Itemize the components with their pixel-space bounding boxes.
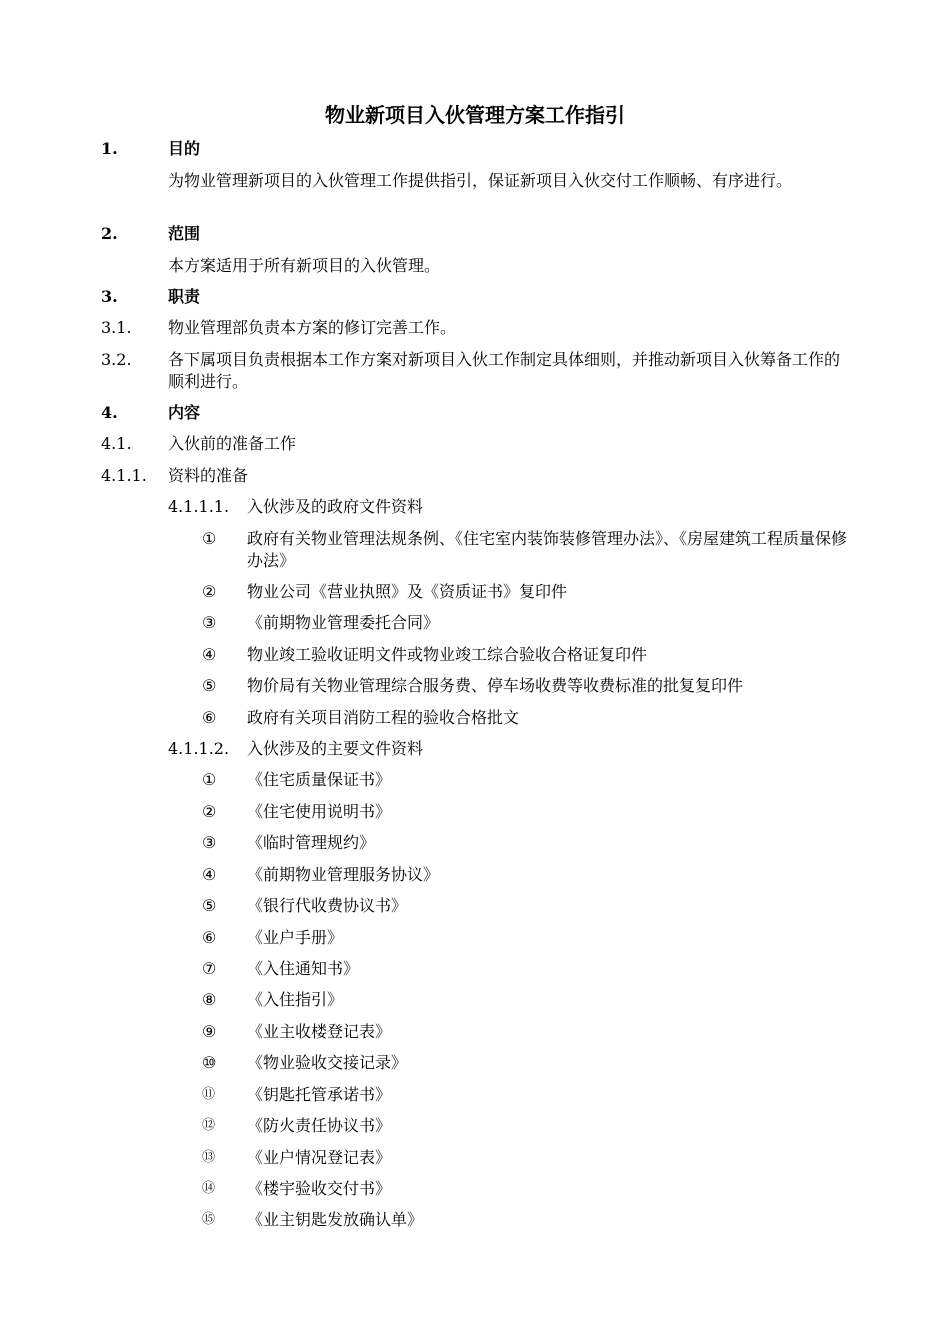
section-number: 2.	[101, 224, 118, 243]
clause-number: 4.1.1.1.	[168, 497, 230, 516]
list-marker: ⑧	[202, 990, 217, 1009]
section-number: 3.	[101, 287, 118, 306]
clause-text: 入伙涉及的主要文件资料	[247, 739, 424, 758]
clause-text: 资料的准备	[168, 466, 249, 485]
list-item-text: 《业户情况登记表》	[247, 1148, 392, 1167]
clause-text: 入伙前的准备工作	[168, 434, 297, 453]
list-item-text: 政府有关物业管理法规条例、《住宅室内装饰装修管理办法》、《房屋建筑工程质量保修办法》	[247, 529, 848, 570]
list-item-text: 《入住指引》	[247, 990, 344, 1009]
list-marker: ⑨	[202, 1022, 217, 1041]
clause-number: 4.1.1.2.	[168, 739, 230, 758]
list-item-text: 物业公司《营业执照》及《资质证书》复印件	[247, 582, 568, 601]
list-marker: ⑬	[202, 1150, 216, 1165]
section-number: 4.	[101, 403, 118, 422]
list-item-text: 《银行代收费协议书》	[247, 896, 408, 915]
clause-text: 各下属项目负责根据本工作方案对新项目入伙工作制定具体细则，并推动新项目入伙筹备工作的顺利进行。	[168, 350, 841, 391]
section-title: 职责	[168, 287, 201, 306]
list-item-text: 《临时管理规约》	[247, 833, 376, 852]
document-title: 物业新项目入伙管理方案工作指引	[325, 103, 625, 127]
list-marker: ⑥	[202, 708, 217, 727]
list-item-text: 《业主钥匙发放确认单》	[247, 1210, 424, 1229]
list-item-text: 《钥匙托管承诺书》	[247, 1085, 392, 1104]
list-marker: ⑤	[202, 896, 217, 915]
section-title: 范围	[168, 224, 201, 243]
clause-number: 4.1.1.	[101, 466, 147, 485]
list-marker: ④	[202, 645, 217, 664]
paragraph-text: 本方案适用于所有新项目的入伙管理。	[168, 256, 441, 275]
clause-number: 3.1.	[101, 318, 132, 337]
list-marker: ⑭	[202, 1181, 216, 1196]
list-item-text: 《物业验收交接记录》	[247, 1053, 408, 1072]
list-marker: ⑮	[202, 1212, 216, 1227]
clause-text: 物业管理部负责本方案的修订完善工作。	[168, 318, 457, 337]
list-item-text: 《住宅使用说明书》	[247, 802, 392, 821]
list-item-text: 《住宅质量保证书》	[247, 770, 392, 789]
list-marker: ⑩	[202, 1053, 217, 1072]
clause-text: 入伙涉及的政府文件资料	[247, 497, 424, 516]
list-marker: ③	[202, 613, 217, 632]
list-item-text: 《前期物业管理委托合同》	[247, 613, 440, 632]
section-number: 1.	[101, 139, 118, 158]
list-marker: ⑦	[202, 959, 217, 978]
list-marker: ⑤	[202, 676, 217, 695]
paragraph-text: 为物业管理新项目的入伙管理工作提供指引，保证新项目入伙交付工作顺畅、有序进行。	[168, 171, 793, 190]
section-title: 内容	[168, 403, 201, 422]
list-item-text: 《入住通知书》	[247, 959, 360, 978]
list-marker: ④	[202, 865, 217, 884]
list-item-text: 政府有关项目消防工程的验收合格批文	[247, 708, 520, 727]
list-item-text: 物价局有关物业管理综合服务费、停车场收费等收费标准的批复复印件	[247, 676, 744, 695]
section-title: 目的	[168, 139, 201, 158]
list-item-text: 《楼宇验收交付书》	[247, 1179, 392, 1198]
list-item-text: 《前期物业管理服务协议》	[247, 865, 440, 884]
list-item-text: 物业竣工验收证明文件或物业竣工综合验收合格证复印件	[247, 645, 648, 664]
list-marker: ①	[202, 770, 217, 789]
list-marker: ⑫	[202, 1118, 216, 1133]
list-item-text: 《防火责任协议书》	[247, 1116, 392, 1135]
list-item-text: 《业户手册》	[247, 928, 344, 947]
list-marker: ②	[202, 802, 217, 821]
list-item-text: 《业主收楼登记表》	[247, 1022, 392, 1041]
clause-number: 4.1.	[101, 434, 132, 453]
list-marker: ①	[202, 529, 217, 548]
clause-number: 3.2.	[101, 350, 132, 369]
list-marker: ③	[202, 833, 217, 852]
list-marker: ⑥	[202, 928, 217, 947]
list-marker: ②	[202, 582, 217, 601]
list-marker: ⑪	[202, 1087, 216, 1102]
